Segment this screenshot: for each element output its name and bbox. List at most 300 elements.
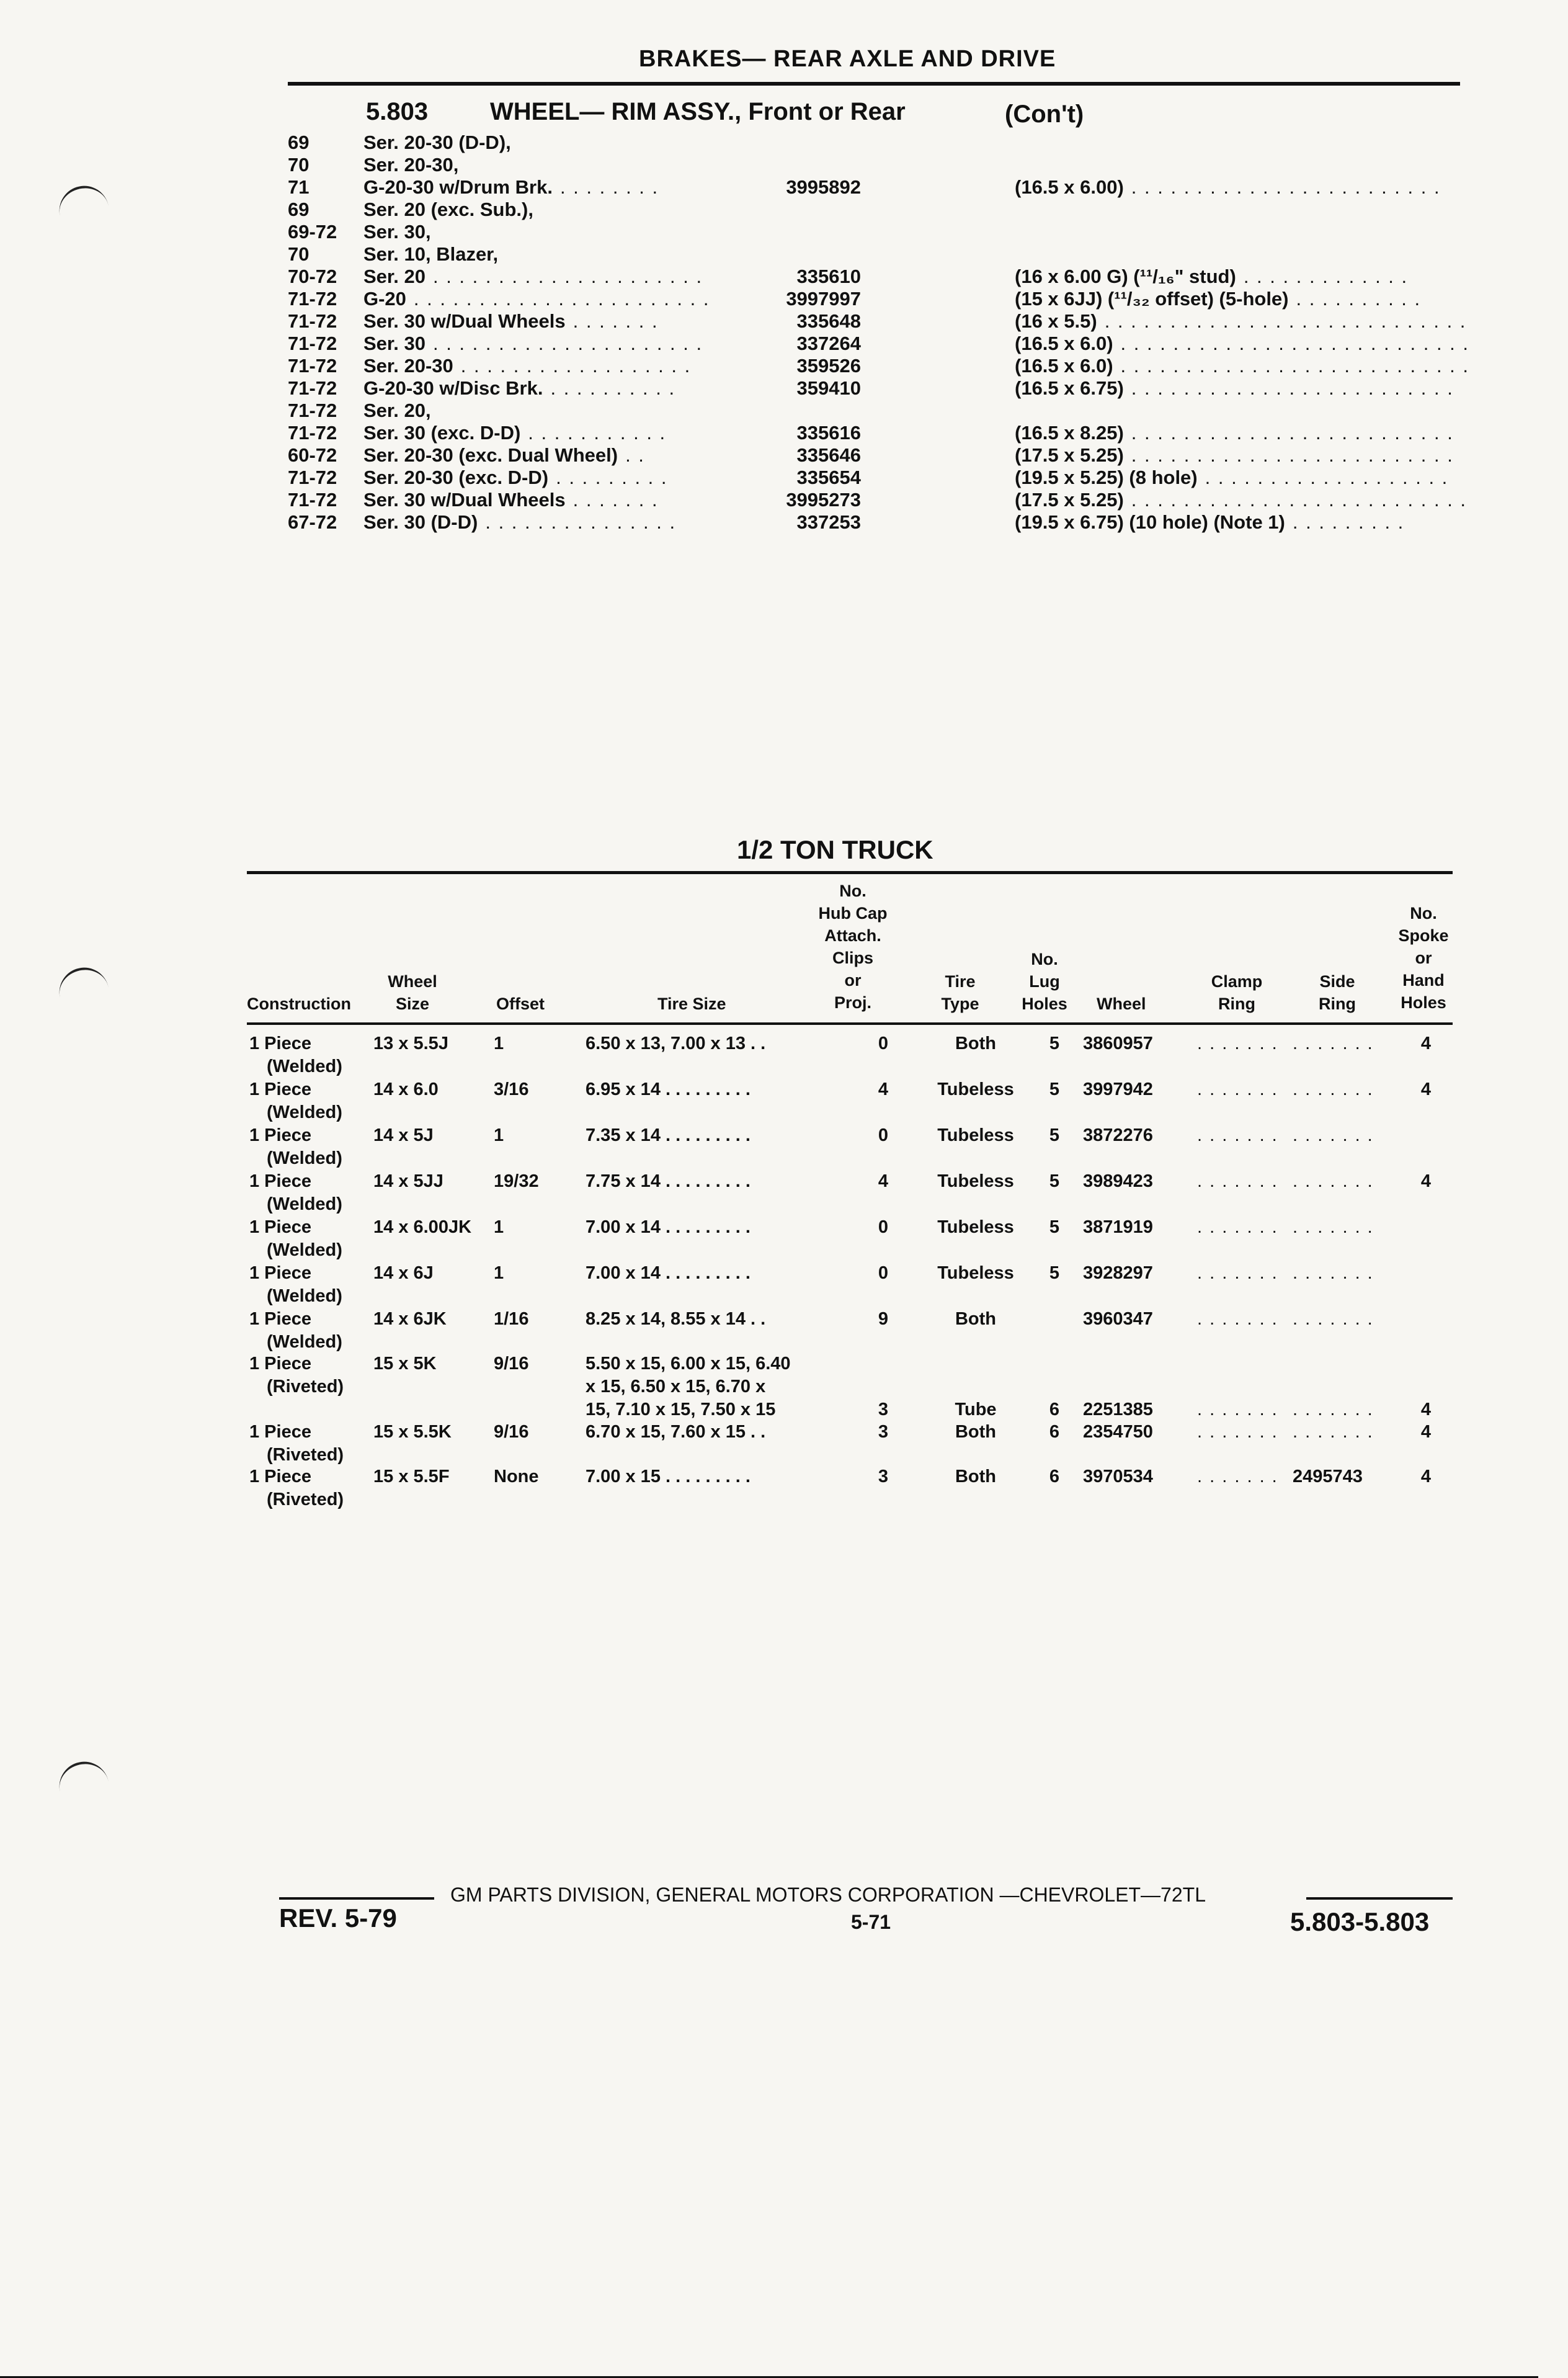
part-year: 71-72: [288, 288, 337, 310]
part-note: [1015, 511, 1404, 534]
cell-lug-holes: 6: [1049, 1467, 1060, 1486]
part-description: [363, 467, 668, 489]
footer-rule-right: [1306, 1897, 1453, 1900]
cell-offset: 1: [494, 1263, 504, 1283]
binder-hole-mark: [55, 963, 109, 1000]
part-description: [363, 266, 703, 288]
part-description: [363, 243, 506, 266]
cell-construction: [249, 1421, 344, 1467]
cell-offset: 1: [494, 1034, 504, 1053]
col-header-tire-type: Tire Type: [941, 972, 979, 1013]
construction-method: (Welded): [267, 1240, 342, 1260]
cell-construction: [249, 1216, 342, 1262]
part-description: [363, 221, 439, 243]
cell-clamp-ring: . . . . . . .: [1197, 1079, 1278, 1099]
cell-side-ring: . . . . . . .: [1293, 1309, 1374, 1329]
construction-type: 1 Piece: [249, 1125, 311, 1145]
cell-tire-type: Both: [955, 1467, 997, 1486]
cell-wheel-size: 15 x 5K: [373, 1354, 437, 1374]
part-row: [288, 176, 1466, 199]
cell-side-ring: . . . . . . .: [1293, 1263, 1374, 1283]
part-row: [288, 511, 1466, 534]
part-year: 69: [288, 199, 310, 220]
part-number: 335646: [796, 444, 861, 466]
cell-wheel-size: 14 x 6JK: [373, 1309, 447, 1329]
part-year: 71-72: [288, 333, 337, 354]
page-header-title: BRAKES— REAR AXLE AND DRIVE: [639, 46, 1056, 72]
part-description: [363, 333, 703, 355]
cell-tire-type: Tubeless: [937, 1125, 1014, 1145]
tire-size-line: 7.00 x 15 . . . . . . . . .: [586, 1467, 751, 1486]
cell-hub-cap-clips: 9: [878, 1309, 889, 1329]
part-note: [1015, 333, 1469, 355]
part-description: [363, 154, 466, 176]
part-row: [288, 221, 1466, 243]
part-number: 337253: [796, 511, 861, 533]
part-row: [288, 288, 1466, 310]
part-note: [1015, 132, 1022, 154]
cell-spoke-holes: 4: [1420, 1422, 1432, 1442]
part-number: 359526: [796, 355, 861, 377]
part-year: 71-72: [288, 377, 337, 399]
part-year: 71-72: [288, 489, 337, 511]
construction-type: 1 Piece: [249, 1422, 311, 1442]
table-title: 1/2 TON TRUCK: [737, 835, 933, 864]
construction-type: 1 Piece: [249, 1467, 311, 1486]
cell-side-ring: 2495743: [1293, 1467, 1363, 1486]
leader-dots: . . . . . . . . . . . . . . . . . .: [460, 355, 692, 377]
cell-side-ring: . . . . . . .: [1293, 1400, 1374, 1419]
cell-clamp-ring: . . . . . . .: [1197, 1217, 1278, 1237]
cell-tire-type: Both: [955, 1309, 997, 1329]
part-note-text: (16 x 6.00 G) (¹¹/₁₆" stud): [1015, 266, 1236, 287]
cell-tire-size: [586, 1465, 751, 1488]
cell-side-ring: . . . . . . .: [1293, 1125, 1374, 1145]
col-header-lug-holes: No. Lug Holes: [1022, 950, 1067, 1013]
part-description: [363, 176, 659, 199]
leader-dots: . .: [625, 444, 645, 466]
leader-dots: . . . . . . . . . .: [550, 377, 676, 399]
part-description-text: Ser. 20-30 (D-D),: [363, 132, 511, 153]
tire-size-line: 7.35 x 14 . . . . . . . . .: [586, 1125, 751, 1145]
part-note-text: (16.5 x 6.0): [1015, 355, 1113, 377]
tire-size-line: 6.95 x 14 . . . . . . . . .: [586, 1079, 751, 1099]
cell-wheel-size: 14 x 5J: [373, 1125, 434, 1145]
leader-dots: . . . . . . . . . . . . . . . . . . . . . . . . .: [1131, 377, 1454, 399]
cell-tire-size: [586, 1078, 751, 1101]
cell-offset: 19/32: [494, 1171, 539, 1191]
construction-method: (Welded): [267, 1102, 342, 1122]
construction-type: 1 Piece: [249, 1079, 311, 1099]
part-description-text: Ser. 10, Blazer,: [363, 243, 499, 265]
part-description-text: Ser. 30: [363, 333, 425, 354]
construction-method: (Riveted): [267, 1445, 344, 1465]
cell-hub-cap-clips: 0: [878, 1034, 889, 1053]
part-note: [1015, 377, 1454, 400]
part-note: [1015, 266, 1408, 288]
footer-page-number: 5-71: [851, 1911, 891, 1933]
part-description: [363, 377, 675, 400]
part-description-text: Ser. 20,: [363, 400, 431, 421]
cell-clamp-ring: . . . . . . .: [1197, 1309, 1278, 1329]
part-description: [363, 422, 666, 444]
cell-tire-type: Tubeless: [937, 1217, 1014, 1237]
part-year: 71: [288, 176, 310, 198]
col-header-hub-cap: No. Hub Cap Attach. Clips or Proj.: [818, 882, 888, 1012]
leader-dots: . . . . . . . . . . . . . . . . . . .: [1205, 467, 1449, 488]
header-rule: [288, 82, 1460, 86]
leader-dots: . . . . . . . . . . . . . . . . . . . . . . . . .: [1131, 444, 1454, 466]
cell-wheel-part: 2251385: [1083, 1400, 1153, 1419]
part-note: [1015, 288, 1421, 310]
tire-size-line: 7.00 x 14 . . . . . . . . .: [586, 1263, 751, 1283]
cell-side-ring: . . . . . . .: [1293, 1422, 1374, 1442]
part-description-text: Ser. 30,: [363, 221, 431, 243]
part-number: 337264: [796, 333, 861, 354]
leader-dots: . . . . . . . .: [559, 176, 659, 198]
cell-side-ring: . . . . . . .: [1293, 1217, 1374, 1237]
part-number: 3995892: [786, 176, 861, 198]
part-year: 71-72: [288, 467, 337, 488]
cell-spoke-holes: 4: [1420, 1034, 1432, 1053]
construction-method: (Riveted): [267, 1490, 344, 1509]
tire-size-line: 6.50 x 13, 7.00 x 13 . .: [586, 1034, 766, 1053]
part-description: [363, 511, 676, 534]
part-note-text: (16.5 x 6.75): [1015, 377, 1124, 399]
cell-wheel-size: 14 x 6J: [373, 1263, 434, 1283]
construction-method: (Welded): [267, 1332, 342, 1352]
leader-dots: . . . . . . . . . . . . . . . . . . . . .: [432, 266, 703, 287]
cell-wheel-part: 3928297: [1083, 1263, 1153, 1283]
part-number: 3995273: [786, 489, 861, 511]
part-year: 70: [288, 154, 310, 176]
tire-size-line: 15, 7.10 x 15, 7.50 x 15: [586, 1400, 776, 1419]
cell-wheel-part: 3970534: [1083, 1467, 1153, 1486]
cell-hub-cap-clips: 0: [878, 1217, 889, 1237]
cell-construction: [249, 1352, 344, 1398]
cell-clamp-ring: . . . . . . .: [1197, 1263, 1278, 1283]
cell-spoke-holes: 4: [1420, 1400, 1432, 1419]
cell-tire-size: [586, 1032, 765, 1055]
part-row: [288, 266, 1466, 288]
leader-dots: . . . . . . . . . . . . . . . . . . . . . . .: [413, 288, 710, 310]
part-note-text: (17.5 x 5.25): [1015, 444, 1124, 466]
parts-list: [288, 132, 1470, 534]
construction-type: 1 Piece: [249, 1263, 311, 1283]
part-row: [288, 489, 1466, 511]
part-description-text: Ser. 30 w/Dual Wheels: [363, 310, 566, 332]
leader-dots: . . . . . . . . . . . . . . . . . . . . . . . . .: [1131, 422, 1454, 444]
cell-hub-cap-clips: 0: [878, 1125, 889, 1145]
part-row: [288, 355, 1470, 377]
col-header-construction: Construction: [247, 995, 351, 1013]
cell-wheel-size: 15 x 5.5F: [373, 1467, 450, 1486]
part-note-text: (16.5 x 6.0): [1015, 333, 1113, 354]
cell-construction: [249, 1032, 342, 1078]
col-header-clamp-ring: Clamp Ring: [1211, 972, 1263, 1013]
part-row: [288, 444, 1466, 467]
cell-hub-cap-clips: 0: [878, 1263, 889, 1283]
leader-dots: . . . . . . . . . . . . . . . . . . . . . . . .: [1131, 176, 1441, 198]
part-row: [288, 422, 1466, 444]
cell-clamp-ring: . . . . . . .: [1197, 1171, 1278, 1191]
part-year: 70: [288, 243, 310, 265]
cell-construction: [249, 1308, 342, 1354]
cell-construction: [249, 1170, 342, 1216]
cell-wheel-size: 13 x 5.5J: [373, 1034, 448, 1053]
leader-dots: . . . . . . . . . . .: [528, 422, 667, 444]
part-description-text: Ser. 30 (D-D): [363, 511, 478, 533]
construction-method: (Welded): [267, 1194, 342, 1214]
part-note-text: (17.5 x 5.25): [1015, 489, 1124, 511]
cell-wheel-part: 3997942: [1083, 1079, 1153, 1099]
tire-size-line: 6.70 x 15, 7.60 x 15 . .: [586, 1422, 766, 1442]
cell-tire-size: [586, 1421, 765, 1444]
cell-offset: None: [494, 1467, 539, 1486]
part-row: [288, 310, 1466, 333]
cell-hub-cap-clips: 4: [878, 1171, 889, 1191]
part-note: [1015, 400, 1022, 422]
part-note-text: (19.5 x 5.25) (8 hole): [1015, 467, 1198, 488]
cell-wheel-part: 3872276: [1083, 1125, 1153, 1145]
part-year: 71-72: [288, 400, 337, 421]
binder-hole-mark: [55, 1757, 109, 1794]
cell-wheel-part: 3989423: [1083, 1171, 1153, 1191]
part-number: 359410: [796, 377, 861, 399]
section-number: 5.803: [366, 98, 429, 125]
part-description: [363, 355, 691, 377]
cell-lug-holes: 5: [1049, 1125, 1060, 1145]
cell-offset: 3/16: [494, 1079, 529, 1099]
cell-wheel-size: 15 x 5.5K: [373, 1422, 452, 1442]
leader-dots: . . . . . . . . .: [1292, 511, 1405, 533]
cell-clamp-ring: . . . . . . .: [1197, 1034, 1278, 1053]
cell-offset: 1: [494, 1217, 504, 1237]
part-year: 71-72: [288, 355, 337, 377]
cell-construction: [249, 1262, 342, 1308]
part-note: [1015, 489, 1467, 511]
part-description-text: Ser. 20-30,: [363, 154, 459, 176]
construction-type: 1 Piece: [249, 1217, 311, 1237]
cell-hub-cap-clips: 4: [878, 1079, 889, 1099]
cell-wheel-size: 14 x 6.0: [373, 1079, 439, 1099]
construction-type: 1 Piece: [249, 1171, 311, 1191]
part-description: [363, 288, 710, 310]
part-row: [288, 154, 1466, 176]
footer-section-range: 5.803-5.803: [1290, 1907, 1430, 1936]
part-note: [1015, 221, 1022, 243]
part-description: [363, 400, 439, 422]
cell-offset: 1/16: [494, 1309, 529, 1329]
cell-spoke-holes: 4: [1420, 1171, 1432, 1191]
table-header-rule: [247, 1022, 1453, 1025]
cell-tire-type: Tubeless: [937, 1079, 1014, 1099]
part-row: [288, 243, 1466, 266]
part-description-text: Ser. 30 w/Dual Wheels: [363, 489, 566, 511]
section-title: WHEEL— RIM ASSY., Front or Rear: [490, 98, 906, 125]
cell-tire-size: [586, 1170, 751, 1193]
part-number: 3997997: [786, 288, 861, 310]
cell-side-ring: . . . . . . .: [1293, 1079, 1374, 1099]
cell-lug-holes: 5: [1049, 1171, 1060, 1191]
part-note-text: (16 x 5.5): [1015, 310, 1097, 332]
cell-tire-size: [586, 1124, 751, 1147]
col-header-spoke: No. Spoke or Hand Holes: [1398, 904, 1449, 1012]
part-description-text: Ser. 20: [363, 266, 425, 287]
cell-tire-type: Tube: [955, 1400, 997, 1419]
part-note: [1015, 422, 1454, 444]
part-description: [363, 310, 659, 333]
cell-tire-type: Both: [955, 1034, 997, 1053]
construction-method: (Welded): [267, 1148, 342, 1168]
cell-spoke-holes: 4: [1420, 1079, 1432, 1099]
cell-tire-type: Both: [955, 1422, 997, 1442]
part-note-text: (19.5 x 6.75) (10 hole) (Note 1): [1015, 511, 1285, 533]
cell-tire-type: Tubeless: [937, 1263, 1014, 1283]
cell-offset: 1: [494, 1125, 504, 1145]
part-note: [1015, 355, 1469, 377]
part-description: [363, 489, 659, 511]
cell-lug-holes: 6: [1049, 1422, 1060, 1442]
part-description: [363, 444, 645, 467]
part-row: [288, 199, 1466, 221]
part-note: [1015, 467, 1448, 489]
construction-type: 1 Piece: [249, 1354, 311, 1374]
part-description: [363, 199, 541, 221]
cell-side-ring: . . . . . . .: [1293, 1034, 1374, 1053]
table-top-rule: [247, 871, 1453, 874]
part-note: [1015, 310, 1466, 333]
part-note: [1015, 176, 1441, 199]
part-description: [363, 132, 519, 154]
cell-lug-holes: 5: [1049, 1217, 1060, 1237]
footer-publisher: GM PARTS DIVISION, GENERAL MOTORS CORPORATION —CHEVROLET—72TL: [450, 1884, 1206, 1906]
construction-method: (Riveted): [267, 1377, 344, 1397]
cell-offset: 9/16: [494, 1422, 529, 1442]
part-number: 335654: [796, 467, 861, 488]
part-year: 71-72: [288, 422, 337, 444]
section-continued: (Con't): [1005, 101, 1084, 128]
part-description-text: G-20-30 w/Disc Brk.: [363, 377, 543, 399]
part-row: [288, 467, 1466, 489]
leader-dots: . . . . . . . . . . . . . . . . . . . . . . . . . . .: [1120, 355, 1470, 377]
leader-dots: . . . . . . . . . . . . . . . . . . . . . . . . . . . .: [1104, 310, 1467, 332]
part-year: 67-72: [288, 511, 337, 533]
col-header-tire-size: Tire Size: [657, 995, 726, 1013]
cell-wheel-size: 14 x 5JJ: [373, 1171, 443, 1191]
cell-wheel-part: 3871919: [1083, 1217, 1153, 1237]
tire-size-line: 8.25 x 14, 8.55 x 14 . .: [586, 1309, 766, 1329]
part-note: [1015, 444, 1454, 467]
leader-dots: . . . . . . . . . . . . . . .: [485, 511, 677, 533]
part-year: 69: [288, 132, 310, 153]
cell-lug-holes: 5: [1049, 1034, 1060, 1053]
construction-type: 1 Piece: [249, 1309, 311, 1329]
construction-type: 1 Piece: [249, 1034, 311, 1053]
col-header-side-ring: Side Ring: [1319, 972, 1356, 1013]
cell-lug-holes: 6: [1049, 1400, 1060, 1419]
cell-side-ring: . . . . . . .: [1293, 1171, 1374, 1191]
leader-dots: . . . . . . . . . . . . . . . . . . . . .: [432, 333, 703, 354]
part-year: 70-72: [288, 266, 337, 287]
leader-dots: . . . . . . . . . . . . . . . . . . . . . . . . . . .: [1120, 333, 1470, 354]
cell-construction: [249, 1465, 344, 1511]
part-number: 335648: [796, 310, 861, 332]
part-year: 69-72: [288, 221, 337, 243]
cell-lug-holes: 5: [1049, 1079, 1060, 1099]
cell-tire-size: [586, 1308, 765, 1331]
cell-tire-size: [586, 1262, 751, 1285]
construction-method: (Welded): [267, 1286, 342, 1306]
cell-construction: [249, 1078, 342, 1124]
tire-size-line: x 15, 6.50 x 15, 6.70 x: [586, 1377, 766, 1397]
part-note-text: (16.5 x 8.25): [1015, 422, 1124, 444]
cell-spoke-holes: 4: [1420, 1467, 1432, 1486]
tire-size-line: 7.75 x 14 . . . . . . . . .: [586, 1171, 751, 1191]
tire-size-line: 7.00 x 14 . . . . . . . . .: [586, 1217, 751, 1237]
leader-dots: . . . . . . . . .: [556, 467, 668, 488]
cell-clamp-ring: . . . . . . .: [1197, 1422, 1278, 1442]
footer-rule-left: [279, 1897, 434, 1900]
part-note-text: (15 x 6JJ) (¹¹/₃₂ offset) (5-hole): [1015, 288, 1289, 310]
cell-wheel-part: 2354750: [1083, 1422, 1153, 1442]
cell-lug-holes: 5: [1049, 1263, 1060, 1283]
col-header-wheel-size: Wheel Size: [388, 972, 437, 1013]
part-note: [1015, 199, 1022, 221]
cell-clamp-ring: . . . . . . .: [1197, 1467, 1278, 1486]
tire-size-line: 5.50 x 15, 6.00 x 15, 6.40: [586, 1354, 791, 1374]
part-description-text: G-20-30 w/Drum Brk.: [363, 176, 553, 198]
part-row: [288, 377, 1466, 400]
part-row: [288, 333, 1470, 355]
cell-tire-type: Tubeless: [937, 1171, 1014, 1191]
part-note: [1015, 154, 1022, 176]
part-description-text: Ser. 20 (exc. Sub.),: [363, 199, 533, 220]
part-row: [288, 400, 1466, 422]
part-description-text: G-20: [363, 288, 406, 310]
cell-wheel-size: 14 x 6.00JK: [373, 1217, 472, 1237]
cell-wheel-part: 3860957: [1083, 1034, 1153, 1053]
cell-hub-cap-clips: 3: [878, 1422, 889, 1442]
leader-dots: . . . . . . .: [572, 310, 659, 332]
construction-method: (Welded): [267, 1057, 342, 1076]
leader-dots: . . . . . . . . . .: [1296, 288, 1422, 310]
cell-offset: 9/16: [494, 1354, 529, 1374]
part-description-text: Ser. 20-30: [363, 355, 453, 377]
col-header-wheel: Wheel: [1097, 995, 1146, 1013]
footer-revision: REV. 5-79: [279, 1903, 397, 1933]
part-note: [1015, 243, 1022, 266]
leader-dots: . . . . . . .: [572, 489, 659, 511]
part-note-text: (16.5 x 6.00): [1015, 176, 1124, 198]
part-number: 335616: [796, 422, 861, 444]
leader-dots: . . . . . . . . . . . . . . . . . . . . . . . . . .: [1131, 489, 1468, 511]
part-description-text: Ser. 20-30 (exc. Dual Wheel): [363, 444, 618, 466]
part-number: 335610: [796, 266, 861, 287]
part-description-text: Ser. 20-30 (exc. D-D): [363, 467, 549, 488]
cell-clamp-ring: . . . . . . .: [1197, 1125, 1278, 1145]
part-description-text: Ser. 30 (exc. D-D): [363, 422, 521, 444]
cell-hub-cap-clips: 3: [878, 1400, 889, 1419]
part-year: 71-72: [288, 310, 337, 332]
leader-dots: . . . . . . . . . . . . .: [1243, 266, 1409, 287]
part-year: 60-72: [288, 444, 337, 466]
binder-hole-mark: [55, 181, 109, 218]
part-row: [288, 132, 1466, 154]
col-header-offset: Offset: [496, 995, 545, 1013]
cell-hub-cap-clips: 3: [878, 1467, 889, 1486]
cell-wheel-part: 3960347: [1083, 1309, 1153, 1329]
